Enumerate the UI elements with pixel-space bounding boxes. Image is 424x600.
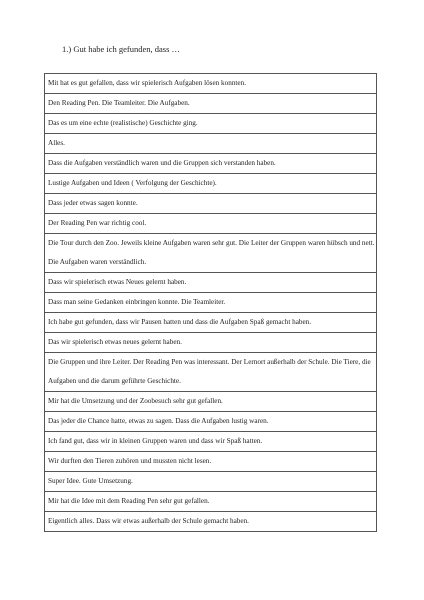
table-row (45, 94, 377, 114)
table-row (45, 154, 377, 174)
answers-table (44, 73, 377, 532)
answer-cell: Lustige Aufgaben und Ideen ( Verfolgung der Geschichte). (45, 174, 377, 194)
table-row (45, 234, 377, 273)
question-heading: 1.) Gut habe ich gefunden, dass … (62, 44, 181, 54)
answer-cell: Die Gruppen und ihre Leiter. Der Reading Pen was interessant. Der Lernort außerhalb der Schule. Die Tiere, die Aufgaben und die darum geführte Geschichte. (45, 353, 377, 392)
table-row (45, 114, 377, 134)
table-row (45, 472, 377, 492)
table-row (45, 353, 377, 392)
answer-cell: Mir hat die Idee mit dem Reading Pen sehr gut gefallen. (45, 492, 377, 512)
answer-cell: Der Reading Pen war richtig cool. (45, 214, 377, 234)
table-row (45, 392, 377, 412)
table-row (45, 412, 377, 432)
table-row (45, 174, 377, 194)
answer-cell: Das wir spielerisch etwas neues gelernt haben. (45, 333, 377, 353)
table-row (45, 194, 377, 214)
answer-cell: Super Idee. Gute Umsetzung. (45, 472, 377, 492)
table-row (45, 333, 377, 353)
table-row (45, 74, 377, 94)
table-row (45, 293, 377, 313)
table-row (45, 273, 377, 293)
answer-cell: Den Reading Pen. Die Teamleiter. Die Aufgaben. (45, 94, 377, 114)
table-row (45, 452, 377, 472)
answer-cell: Das es um eine echte (realistische) Geschichte ging. (45, 114, 377, 134)
answer-cell: Dass die Aufgaben verständlich waren und die Gruppen sich verstanden haben. (45, 154, 377, 174)
answer-cell: Dass man seine Gedanken einbringen konnte. Die Teamleiter. (45, 293, 377, 313)
answer-cell: Ich fand gut, dass wir in kleinen Gruppen waren und dass wir Spaß hatten. (45, 432, 377, 452)
table-row (45, 214, 377, 234)
table-row (45, 134, 377, 154)
table-row (45, 492, 377, 512)
answer-cell: Alles. (45, 134, 377, 154)
answer-cell: Dass wir spielerisch etwas Neues gelernt haben. (45, 273, 377, 293)
answer-cell: Mir hat die Umsetzung und der Zoobesuch sehr gut gefallen. (45, 392, 377, 412)
answer-cell: Eigentlich alles. Dass wir etwas außerhalb der Schule gemacht haben. (45, 512, 377, 532)
table-row (45, 432, 377, 452)
answer-cell: Mit hat es gut gefallen, dass wir spielerisch Aufgaben lösen konnten. (45, 74, 377, 94)
answer-cell: Die Tour durch den Zoo. Jeweils kleine Aufgaben waren sehr gut. Die Leiter der Gruppen waren hübsch und nett. Die Aufgaben waren verständlich. (45, 234, 377, 273)
table-row (45, 313, 377, 333)
table-row (45, 512, 377, 532)
answer-cell: Ich habe gut gefunden, dass wir Pausen hatten und dass die Aufgaben Spaß gemacht haben. (45, 313, 377, 333)
answer-cell: Wir durften den Tieren zuhören und mussten nicht lesen. (45, 452, 377, 472)
answer-cell: Dass jeder etwas sagen konnte. (45, 194, 377, 214)
answer-cell: Das jeder die Chance hatte, etwas zu sagen. Dass die Aufgaben lustig waren. (45, 412, 377, 432)
